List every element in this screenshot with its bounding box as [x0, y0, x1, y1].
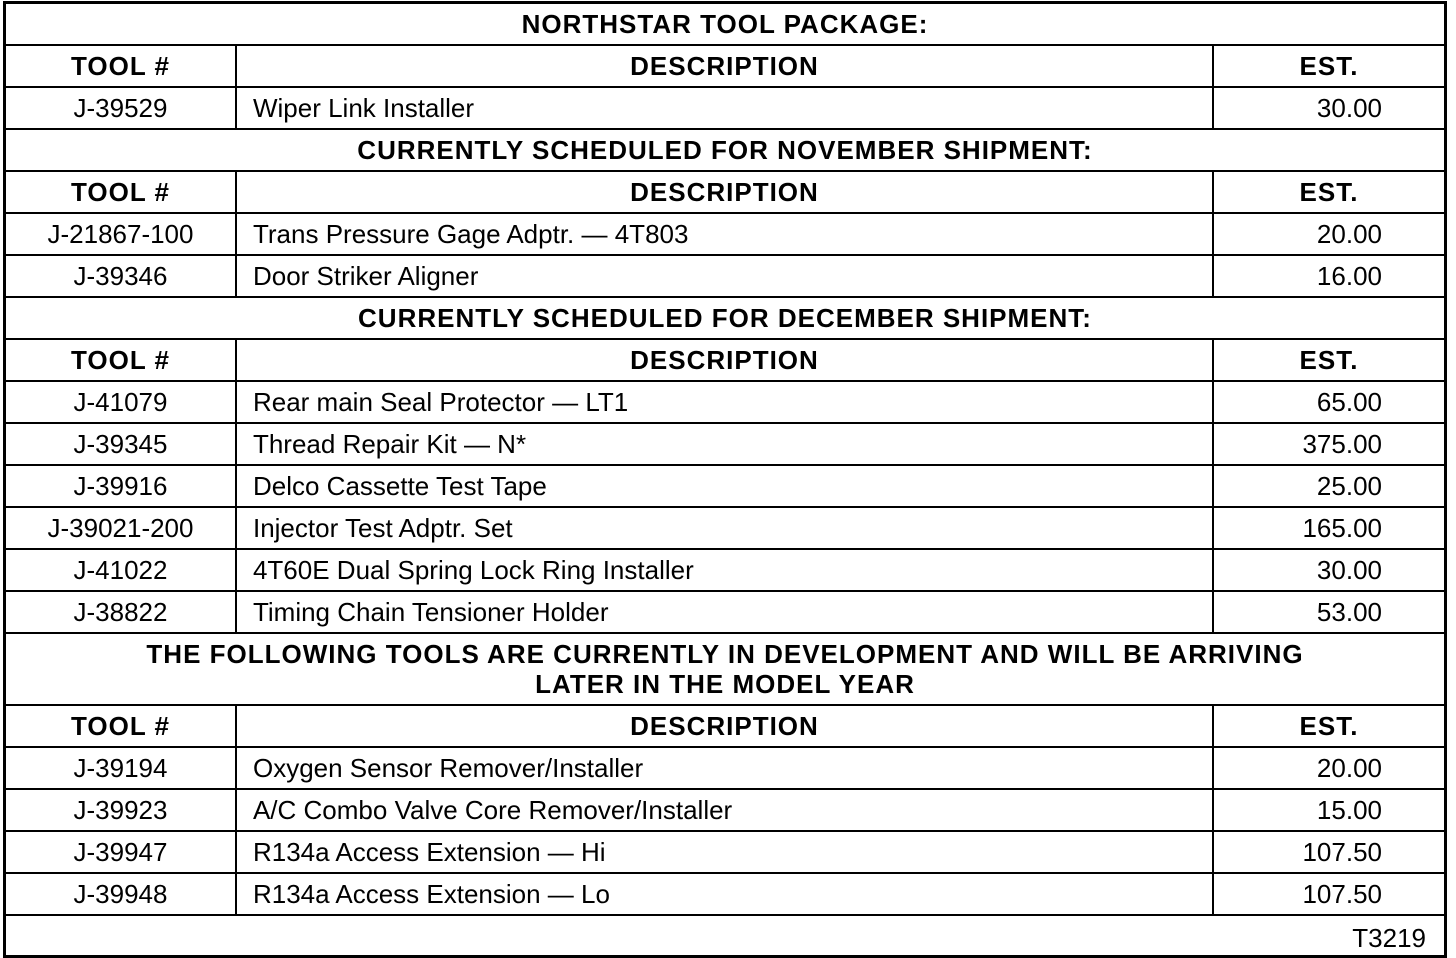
- table-row: [5, 87, 1446, 129]
- tool-description: Injector Test Adptr. Set: [236, 507, 1213, 549]
- header-tool: TOOL #: [5, 45, 236, 87]
- table-row: [5, 423, 1446, 465]
- header-description: DESCRIPTION: [236, 339, 1213, 381]
- table-row: [5, 213, 1446, 255]
- header-tool: TOOL #: [5, 339, 236, 381]
- tool-est: 20.00: [1213, 213, 1446, 255]
- tool-est: 30.00: [1213, 87, 1446, 129]
- header-est: EST.: [1213, 45, 1446, 87]
- tool-number: J-39529: [5, 87, 236, 129]
- section-title-line: THE FOLLOWING TOOLS ARE CURRENTLY IN DEVELOPMENT AND WILL BE ARRIVING: [146, 638, 1304, 669]
- tool-description: A/C Combo Valve Core Remover/Installer: [236, 789, 1213, 831]
- table-row: [5, 255, 1446, 297]
- tool-description: R134a Access Extension — Hi: [236, 831, 1213, 873]
- header-est: EST.: [1213, 705, 1446, 747]
- tool-number: J-39346: [5, 255, 236, 297]
- table-row: [5, 465, 1446, 507]
- tool-description: R134a Access Extension — Lo: [236, 873, 1213, 915]
- tool-table: [3, 1, 1447, 958]
- header-row: [5, 339, 1446, 381]
- header-est: EST.: [1213, 171, 1446, 213]
- header-row: [5, 45, 1446, 87]
- section-title: [5, 633, 1446, 705]
- tool-description: Door Striker Aligner: [236, 255, 1213, 297]
- tool-est: 25.00: [1213, 465, 1446, 507]
- tool-number: J-41079: [5, 381, 236, 423]
- table-row: [5, 549, 1446, 591]
- table-row: [5, 831, 1446, 873]
- tool-est: 15.00: [1213, 789, 1446, 831]
- tool-number: J-39345: [5, 423, 236, 465]
- section-title-row: [5, 297, 1446, 339]
- tool-description: Rear main Seal Protector — LT1: [236, 381, 1213, 423]
- tool-description: Timing Chain Tensioner Holder: [236, 591, 1213, 633]
- tool-number: J-41022: [5, 549, 236, 591]
- header-row: [5, 705, 1446, 747]
- tool-number: J-39021-200: [5, 507, 236, 549]
- table-row: [5, 381, 1446, 423]
- tool-number: J-39948: [5, 873, 236, 915]
- tool-est: 16.00: [1213, 255, 1446, 297]
- table-row: [5, 591, 1446, 633]
- table-row: [5, 747, 1446, 789]
- section-title-line: LATER IN THE MODEL YEAR: [535, 668, 915, 699]
- tool-est: 107.50: [1213, 873, 1446, 915]
- tool-number: J-39923: [5, 789, 236, 831]
- header-tool: TOOL #: [5, 705, 236, 747]
- section-title-row: [5, 3, 1446, 45]
- tool-description: Wiper Link Installer: [236, 87, 1213, 129]
- tool-description: Delco Cassette Test Tape: [236, 465, 1213, 507]
- table-row: [5, 507, 1446, 549]
- header-row: [5, 171, 1446, 213]
- tool-description: 4T60E Dual Spring Lock Ring Installer: [236, 549, 1213, 591]
- table-row: [5, 873, 1446, 915]
- tool-description: Thread Repair Kit — N*: [236, 423, 1213, 465]
- tool-est: 107.50: [1213, 831, 1446, 873]
- section-title: CURRENTLY SCHEDULED FOR NOVEMBER SHIPMENT:: [5, 129, 1446, 171]
- header-description: DESCRIPTION: [236, 705, 1213, 747]
- tool-est: 165.00: [1213, 507, 1446, 549]
- tool-number: J-21867-100: [5, 213, 236, 255]
- tool-number: J-38822: [5, 591, 236, 633]
- tool-est: 30.00: [1213, 549, 1446, 591]
- header-description: DESCRIPTION: [236, 45, 1213, 87]
- header-tool: TOOL #: [5, 171, 236, 213]
- tool-est: 53.00: [1213, 591, 1446, 633]
- tool-number: J-39194: [5, 747, 236, 789]
- tool-description: Oxygen Sensor Remover/Installer: [236, 747, 1213, 789]
- header-description: DESCRIPTION: [236, 171, 1213, 213]
- tool-est: 20.00: [1213, 747, 1446, 789]
- tool-description: Trans Pressure Gage Adptr. — 4T803: [236, 213, 1213, 255]
- tool-est: 65.00: [1213, 381, 1446, 423]
- section-title-row: [5, 633, 1446, 705]
- section-title-row: [5, 129, 1446, 171]
- tool-est: 375.00: [1213, 423, 1446, 465]
- figure-id: T3219: [5, 915, 1446, 957]
- section-title: CURRENTLY SCHEDULED FOR DECEMBER SHIPMENT:: [5, 297, 1446, 339]
- tool-number: J-39947: [5, 831, 236, 873]
- tool-number: J-39916: [5, 465, 236, 507]
- footer-row: [5, 915, 1446, 957]
- header-est: EST.: [1213, 339, 1446, 381]
- table-row: [5, 789, 1446, 831]
- section-title: NORTHSTAR TOOL PACKAGE:: [5, 3, 1446, 45]
